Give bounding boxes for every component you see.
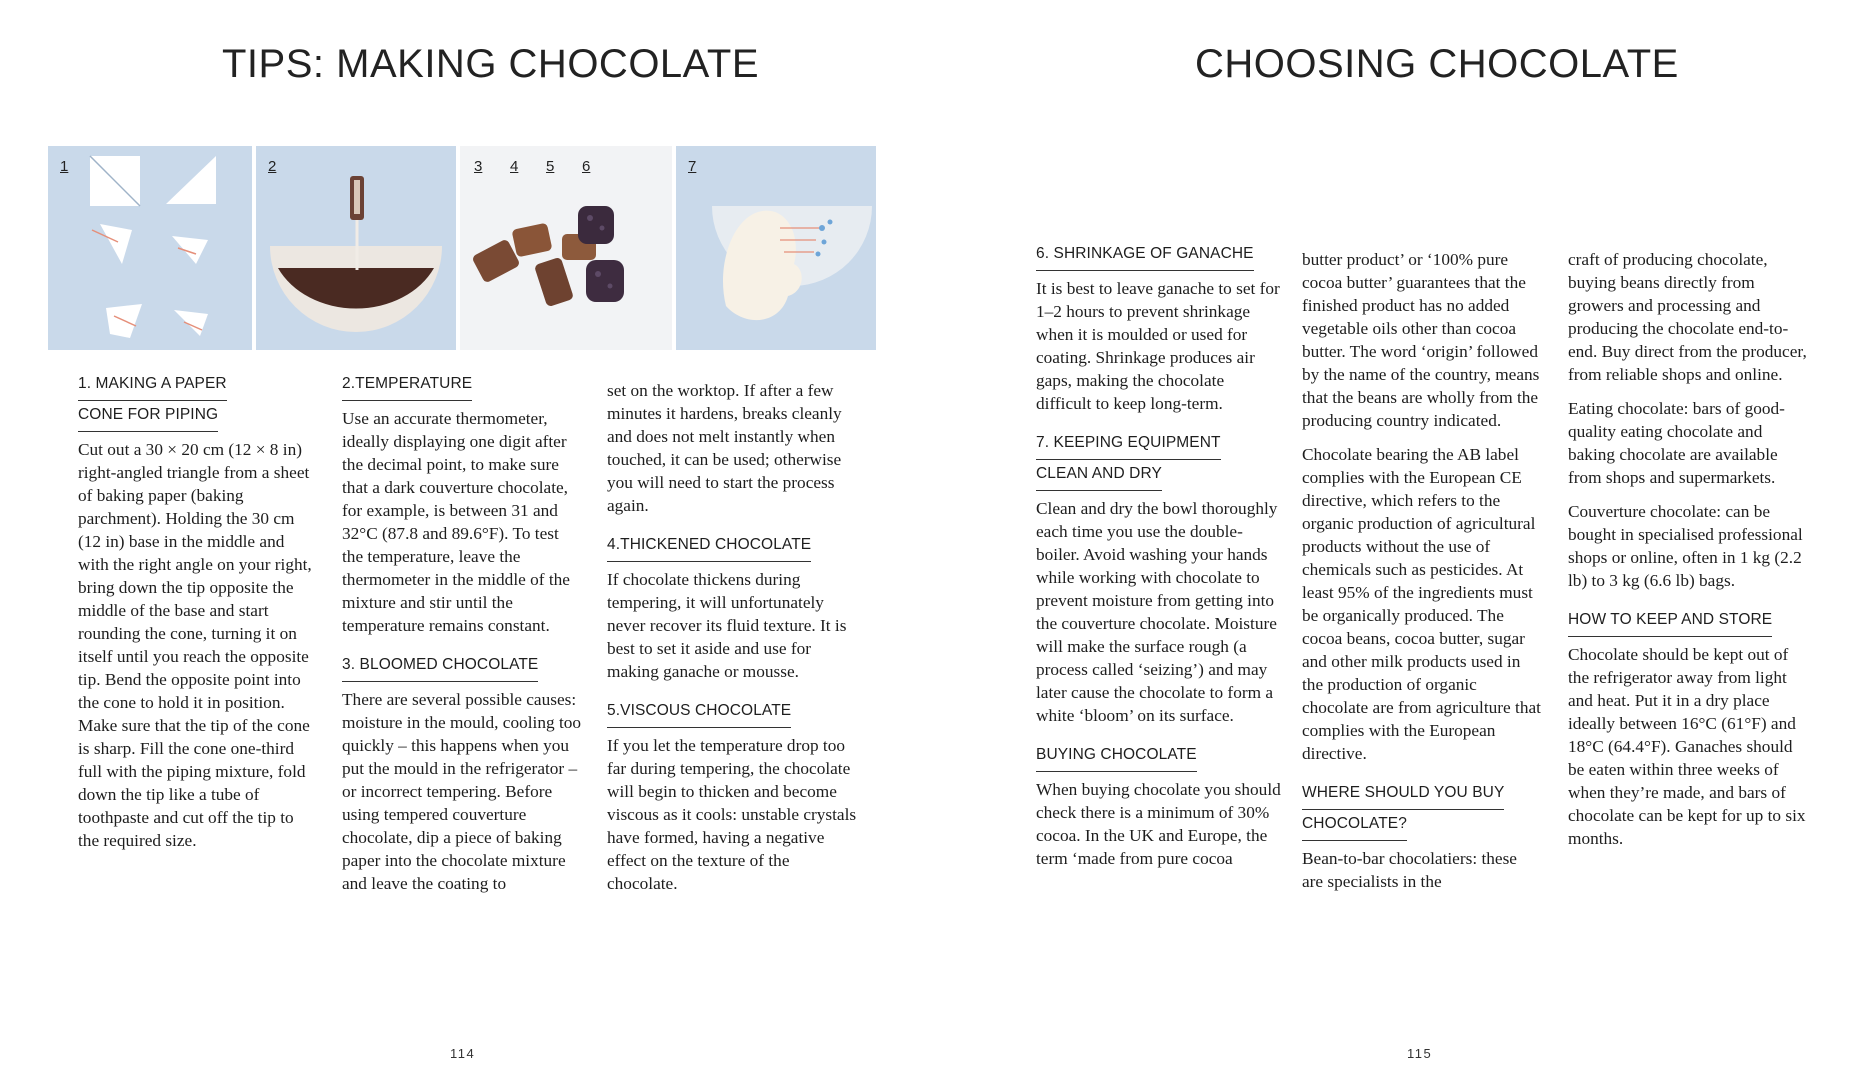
body-paragraph: butter product’ or ‘100% pure cocoa butter’ guarantees that the finished product has no added vegetable oils other than cocoa butter. The word ‘origin’ followed by the name of the country, means that the beans are wholly from the producing country indicated. xyxy=(1302,250,1540,430)
page-number: 115 xyxy=(1407,1046,1433,1061)
page-number: 114 xyxy=(450,1046,476,1061)
step-label: 2 xyxy=(268,158,277,175)
section-heading xyxy=(607,531,857,562)
heading-line: 7. KEEPING EQUIPMENT xyxy=(1036,429,1221,460)
heading-line: WHERE SHOULD YOU BUY xyxy=(1302,779,1504,810)
paper-cone-folding-illustration xyxy=(48,146,252,350)
column-1 xyxy=(78,370,318,863)
body-paragraph: Cut out a 30 × 20 cm (12 × 8 in) right-angled triangle from a sheet of baking paper (baking parchment). Holding the 30 cm (12 in) base in the middle and with the right angle on your right, bring down the tip opposite the middle of the base and start rounding the cone, turning it on itself until you reach the opposite tip. Bend the opposite point into the cone to hold it in position. Make sure that the tip of the cone is sharp. Fill the cone one-third full with the piping mixture, fold down the tip like a tube of toothpaste and cut off the tip to the required size. xyxy=(78,440,312,850)
right-page xyxy=(927,0,1854,1078)
illustration-strip xyxy=(48,146,876,350)
body-paragraph: set on the worktop. If after a few minutes it hardens, breaks cleanly and does not melt instantly when touched, it can be used; otherwise you will need to start the process again. xyxy=(607,381,842,515)
body-paragraph: Clean and dry the bowl thoroughly each time you use the double-boiler. Avoid washing your hands while working with chocolate to prevent moisture from getting into the couverture chocolate. Moisture will make the surface rough (a process called ‘seizing’) and may later cause the chocolate to form a white ‘bloom’ on its surface. xyxy=(1036,499,1278,725)
section-heading xyxy=(1036,741,1281,772)
heading-line: CLEAN AND DRY xyxy=(1036,460,1162,491)
section-heading xyxy=(342,651,582,682)
body-paragraph: Chocolate bearing the AB label complies with the European CE directive, which refers to the organic production of agricultural products without the use of chemicals such as pesticides. At least 95% of the ingredients must be organically produced. The cocoa beans, cocoa butter, sugar and other milk products used in the production of organic chocolate are from agriculture that complies with the European directive. xyxy=(1302,445,1541,763)
body-paragraph: craft of producing chocolate, buying beans directly from growers and processing and producing the chocolate end-to-end. Buy direct from the producer, from reliable shops and online. xyxy=(1568,250,1807,384)
column-4 xyxy=(1036,240,1281,881)
panel-paper-cone xyxy=(48,146,252,350)
heading-line: 2.TEMPERATURE xyxy=(342,370,472,401)
heading-line: 6. SHRINKAGE OF GANACHE xyxy=(1036,240,1254,271)
column-5 xyxy=(1302,248,1542,904)
panel-moisture-bowl xyxy=(676,146,876,350)
heading-line: 1. MAKING A PAPER xyxy=(78,370,227,401)
section-heading xyxy=(607,697,857,728)
step-label: 4 xyxy=(510,158,519,175)
heading-line: BUYING CHOCOLATE xyxy=(1036,741,1197,772)
step-label: 5 xyxy=(546,158,555,175)
body-paragraph: Bean-to-bar chocolatiers: these are specialists in the xyxy=(1302,849,1517,891)
body-paragraph: Eating chocolate: bars of good-quality eating chocolate and baking chocolate are available from shops and supermarkets. xyxy=(1568,399,1785,487)
body-paragraph: It is best to leave ganache to set for 1–2 hours to prevent shrinkage when it is moulded or used for coating. Shrinkage produces air gaps, making the chocolate difficult to keep long-term. xyxy=(1036,279,1280,413)
section-heading xyxy=(342,370,582,401)
body-paragraph: Use an accurate thermometer, ideally displaying one digit after the decimal point, to make sure that a dark couverture chocolate, for example, is between 31 and 32°C (87.8 and 89.6°F). To test the temperature, leave the thermometer in the middle of the mixture and stir until the temperature remains constant. xyxy=(342,409,570,635)
body-paragraph: Chocolate should be kept out of the refrigerator away from light and heat. Put it in a dry place ideally between 16°C (61°F) and 18°C (64.4°F). Ganaches should be eaten within three weeks of when they’re made, and bars of chocolate can be kept for up to six months. xyxy=(1568,645,1806,848)
section-heading xyxy=(1568,606,1808,637)
moisture-bowl-illustration xyxy=(676,146,876,350)
heading-line: CHOCOLATE? xyxy=(1302,810,1407,841)
body-paragraph: There are several possible causes: moisture in the mould, cooling too quickly – this happens when you put the mould in the refrigerator – or incorrect tempering. Before using tempered couverture chocolate, dip a piece of baking paper into the chocolate mixture and leave the coating to xyxy=(342,690,582,893)
body-paragraph: If you let the temperature drop too far during tempering, the chocolate will begin to thicken and become viscous as it cools: unstable crystals have formed, having a negative effect on the texture of the chocolate. xyxy=(607,736,857,893)
chocolate-pieces-illustration xyxy=(460,146,672,350)
heading-line: 4.THICKENED CHOCOLATE xyxy=(607,531,811,562)
body-paragraph: If chocolate thickens during tempering, it will unfortunately never recover its fluid texture. It is best to set it aside and use for making ganache or mousse. xyxy=(607,570,847,681)
column-6 xyxy=(1568,248,1808,861)
section-heading xyxy=(1302,779,1542,841)
panel-chocolate-pieces xyxy=(460,146,672,350)
heading-line: HOW TO KEEP AND STORE xyxy=(1568,606,1772,637)
column-3 xyxy=(607,379,857,906)
column-2 xyxy=(342,370,582,906)
heading-line: 3. BLOOMED CHOCOLATE xyxy=(342,651,538,682)
heading-line: 5.VISCOUS CHOCOLATE xyxy=(607,697,791,728)
section-heading xyxy=(78,370,318,432)
step-label: 7 xyxy=(688,158,697,175)
body-paragraph: Couverture chocolate: can be bought in specialised professional shops or online, often in 1 kg (2.2 lb) to 3 kg (6.6 lb) bags. xyxy=(1568,502,1803,590)
page-title: TIPS: MAKING CHOCOLATE xyxy=(222,42,759,86)
heading-line: CONE FOR PIPING xyxy=(78,401,218,432)
thermometer-bowl-illustration xyxy=(256,146,456,350)
step-label: 3 xyxy=(474,158,483,175)
panel-thermometer xyxy=(256,146,456,350)
body-paragraph: When buying chocolate you should check there is a minimum of 30% cocoa. In the UK and Europe, the term ‘made from pure cocoa xyxy=(1036,780,1281,868)
page-title: CHOOSING CHOCOLATE xyxy=(1195,42,1679,86)
section-heading xyxy=(1036,240,1281,271)
section-heading xyxy=(1036,429,1281,491)
step-label: 6 xyxy=(582,158,591,175)
step-label: 1 xyxy=(60,158,69,175)
